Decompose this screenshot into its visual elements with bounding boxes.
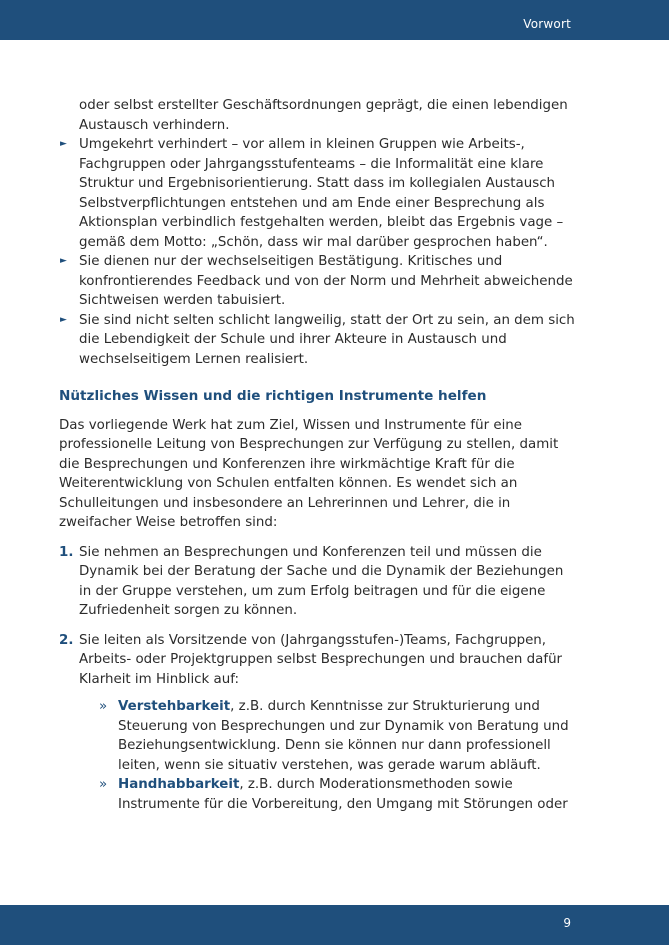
- guillemet-bullet-icon: »: [99, 777, 108, 792]
- bullet-item: [59, 311, 579, 370]
- item-number: 2.: [59, 632, 74, 648]
- numbered-list: [59, 543, 579, 815]
- numbered-item: [59, 543, 579, 621]
- numbered-item: [59, 631, 579, 815]
- triangle-bullet-icon: ►: [60, 256, 67, 266]
- sub-list: [79, 697, 579, 814]
- section-heading: Nützliches Wissen und die richtigen Instrumente helfen: [59, 388, 487, 404]
- bullet-list: [59, 135, 579, 369]
- item-number: 1.: [59, 544, 74, 560]
- sub-item-text: , z.B. durch Moderationsmethoden sowie Instrumente für die Vorbereitung, den Umgang mit Störungen oder: [118, 777, 568, 812]
- sub-list-item: [79, 697, 579, 775]
- page-content: [59, 96, 579, 824]
- bullet-text: Sie sind nicht selten schlicht langweilig, statt der Ort zu sein, an dem sich die Lebendigkeit der Schule und ihrer Akteure in Austausch und wechselseitigem Lernen realisiert.: [79, 312, 575, 367]
- bullet-text: Sie dienen nur der wechselseitigen Bestätigung. Kritisches und konfrontierendes Feedback und von der Norm und Mehrheit abweichende Sichtweisen werden tabuisiert.: [79, 254, 573, 308]
- bullet-item: [59, 252, 579, 311]
- bullet-item: [59, 135, 579, 252]
- numbered-text: Sie nehmen an Besprechungen und Konferenzen teil und müssen die Dynamik bei der Beratung der Sache und die Dynamik der Beziehungen in der Gruppe verstehen, um zum Erfolg beitragen und für die eigene Zufriedenheit sorgen zu können.: [79, 544, 564, 618]
- bullet-text: Umgekehrt verhindert – vor allem in kleinen Gruppen wie Arbeits-, Fachgruppen oder Jahrgangsstufenteams – die Informalität eine klare Struktur und Ergebnisorientierung. Statt dass im kollegialen Austausch Selbstverpflichtungen entstehen und am Ende einer Besprechung als Aktionsplan verbindlich festgehalten werden, bleibt das Ergebnis vage – gemäß dem Motto: „Schön, dass wir mal darüber gesprochen haben“.: [79, 137, 564, 250]
- page-number: 9: [563, 916, 571, 930]
- sub-list-item: [79, 775, 579, 814]
- intro-paragraph: Das vorliegende Werk hat zum Ziel, Wissen und Instrumente für eine professionelle Leitung von Besprechungen zur Verfügung zu stellen, damit die Besprechungen und Konferenzen ihre wirkmächtige Kraft für die Weiterentwicklung von Schulen entfalten können. Es wendet sich an Schulleitungen und insbesondere an Lehrerinnen und Lehrer, die in zweifacher Weise betroffen sind:: [59, 417, 559, 530]
- footer-bar: [0, 905, 669, 945]
- numbered-text: Sie leiten als Vorsitzende von (Jahrgangsstufen-)Teams, Fachgruppen, Arbeits- oder Projektgruppen selbst Besprechungen und brauchen dafür Klarheit im Hinblick auf:: [79, 632, 563, 687]
- chapter-title: Vorwort: [523, 17, 571, 31]
- continuation-text: oder selbst erstellter Geschäftsordnungen geprägt, die einen lebendigen Austausch verhindern.: [79, 98, 568, 133]
- guillemet-bullet-icon: »: [99, 699, 108, 714]
- triangle-bullet-icon: ►: [60, 139, 67, 149]
- sub-item-text: , z.B. durch Kenntnisse zur Strukturierung und Steuerung von Besprechungen und zur Dynamik von Beratung und Beziehungsentwicklung. Denn sie können nur dann professionell leiten, wenn sie situativ verstehen, was gerade warum abläuft.: [118, 699, 569, 773]
- header-bar: [0, 0, 669, 40]
- key-term: Verstehbarkeit: [118, 699, 231, 714]
- key-term: Handhabbarkeit: [118, 777, 240, 792]
- triangle-bullet-icon: ►: [60, 314, 67, 325]
